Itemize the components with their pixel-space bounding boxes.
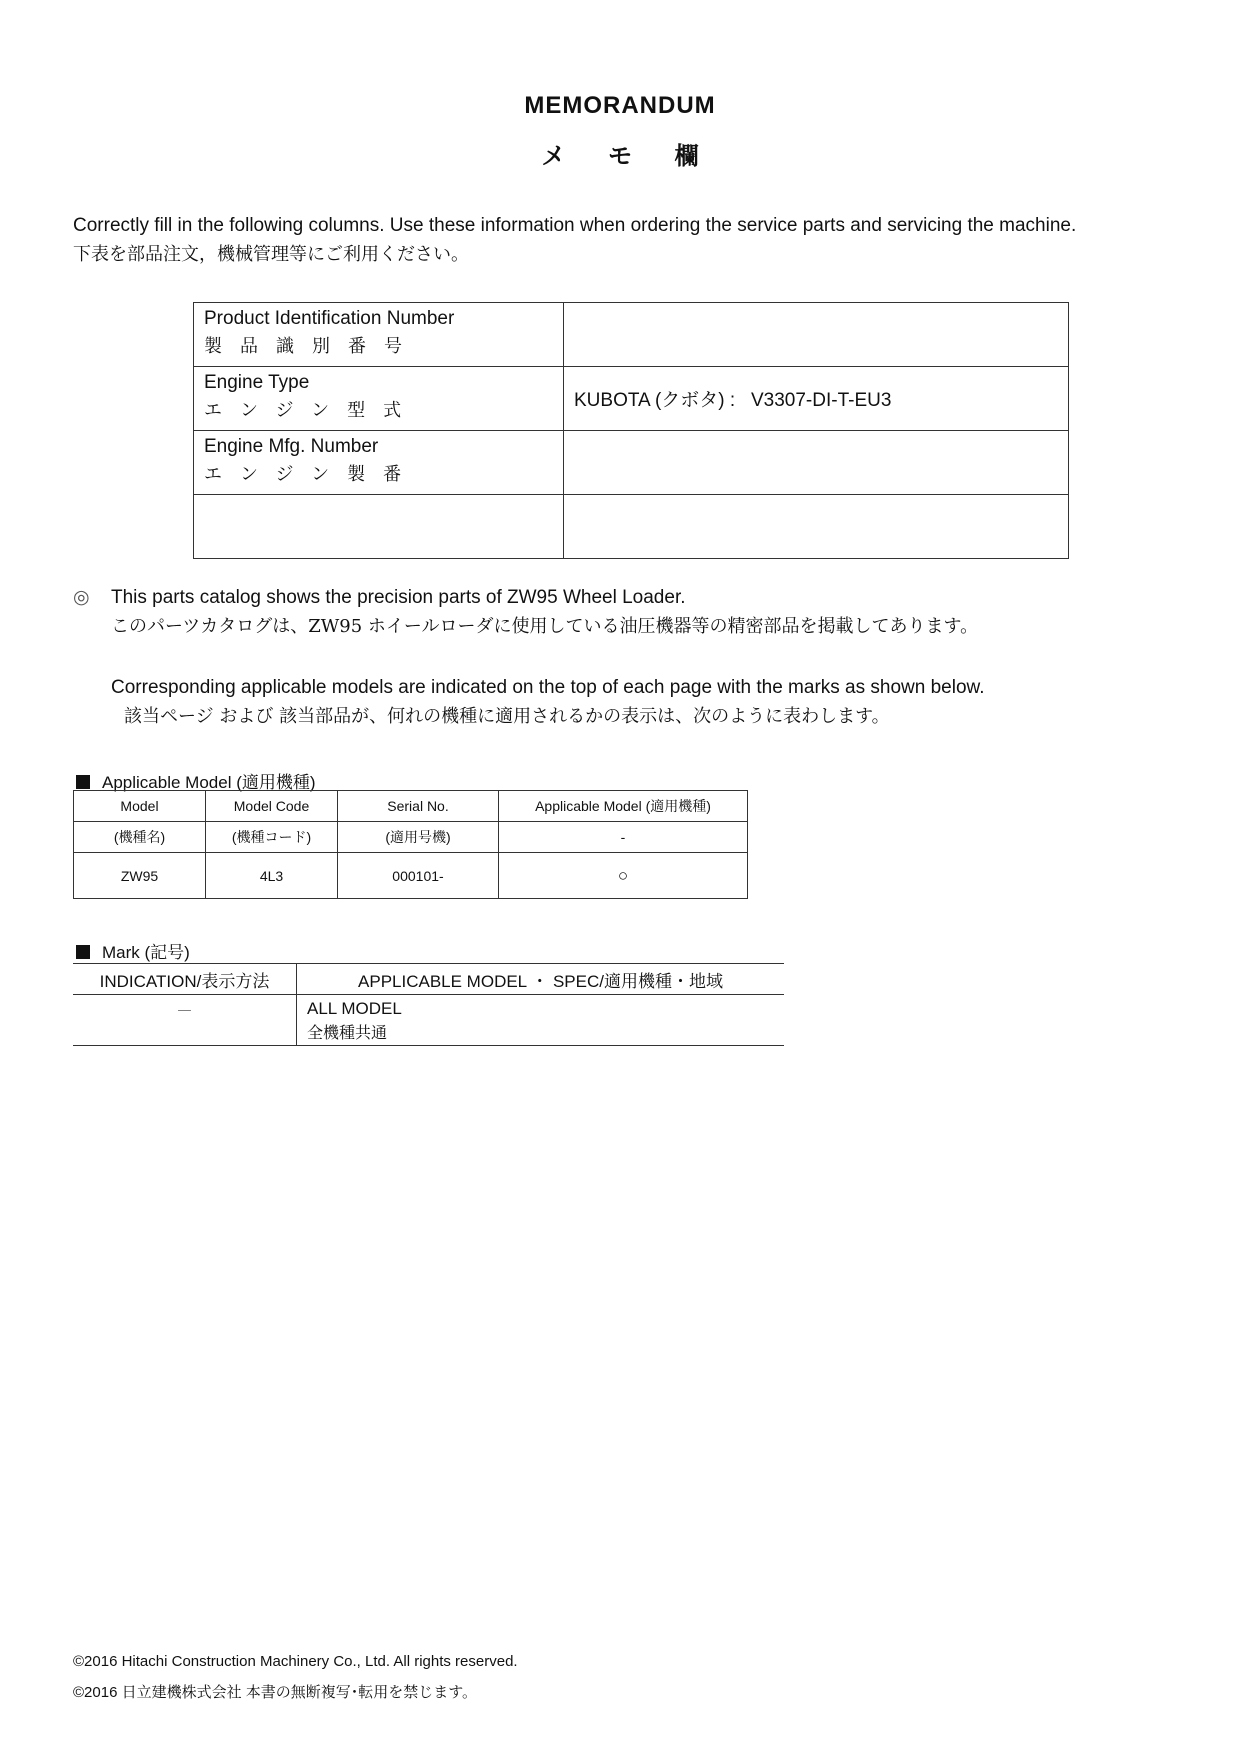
- cell-applicable-mark: ○: [499, 853, 748, 899]
- memo-value-blank[interactable]: [564, 495, 1069, 559]
- memo-label-jp: エンジン型式: [204, 400, 420, 421]
- applicable-model-table: [73, 790, 748, 899]
- memo-label-en: Product Identification Number: [204, 308, 455, 329]
- mark-indication-dash: －: [73, 995, 297, 1046]
- applicable-model-heading: Applicable Model (適用機種): [76, 768, 316, 793]
- note-line2-jp: 該当ページ および 該当部品が、何れの機種に適用されるかの表示は、次のように表わします。: [124, 706, 890, 727]
- memo-row-engine-type: [194, 367, 1069, 431]
- note-line1-jp: このパーツカタログは、ZW95 ホイールローダに使用している油圧機器等の精密部品を掲載してあります。: [111, 616, 979, 637]
- header-applicable-sub: -: [499, 822, 748, 853]
- mark-heading: Mark (記号): [76, 938, 190, 963]
- footer-copyright-jp: ©2016 日立建機株式会社 本書の無断複写･転用を禁じます。: [73, 1684, 478, 1701]
- mark-header-applicable: APPLICABLE MODEL ・ SPEC/適用機種・地域: [297, 964, 785, 995]
- note-line1-en: This parts catalog shows the precision parts of ZW95 Wheel Loader.: [111, 587, 686, 608]
- memo-row-product-id: [194, 303, 1069, 367]
- intro-en: Correctly fill in the following columns. Use these information when ordering the service parts and servicing the machine.: [73, 215, 1077, 236]
- square-bullet-icon: [76, 775, 90, 789]
- memo-label-en: Engine Type: [204, 372, 310, 393]
- header-model: Model: [74, 791, 206, 822]
- memo-label-jp: 製品識別番号: [204, 336, 420, 357]
- mark-table: [73, 963, 784, 1046]
- header-model-code-jp: (機種コード): [206, 822, 338, 853]
- footer-copyright-en: ©2016 Hitachi Construction Machinery Co., Ltd. All rights reserved.: [73, 1653, 518, 1670]
- memo-row-engine-number: [194, 431, 1069, 495]
- memo-value-engine-number[interactable]: [564, 431, 1069, 495]
- mark-header-indication: INDICATION/表示方法: [73, 964, 297, 995]
- mark-all-model-jp: 全機種共通: [307, 1023, 388, 1042]
- memo-table: [193, 302, 1069, 559]
- memo-label-en: Engine Mfg. Number: [204, 436, 379, 457]
- mark-all-model-en: ALL MODEL: [307, 999, 402, 1018]
- header-model-code: Model Code: [206, 791, 338, 822]
- note-line2-en: Corresponding applicable models are indicated on the top of each page with the marks as shown below.: [111, 677, 985, 698]
- bullet-icon: ◎: [73, 587, 90, 608]
- header-model-jp: (機種名): [74, 822, 206, 853]
- page-subtitle: メ モ 欄: [541, 143, 699, 170]
- memo-row-blank: [194, 495, 1069, 559]
- cell-model: ZW95: [74, 853, 206, 899]
- header-serial-jp: (適用号機): [338, 822, 499, 853]
- intro-jp: 下表を部品注文，機械管理等にご利用ください。: [73, 244, 469, 265]
- table-row: [74, 853, 748, 899]
- cell-serial: 000101-: [338, 853, 499, 899]
- square-bullet-icon: [76, 945, 90, 959]
- memo-label-jp: エンジン製番: [204, 464, 420, 485]
- memo-value-product-id[interactable]: [564, 303, 1069, 367]
- memo-value-engine-type: KUBOTA (クボタ) : V3307-DI-T-EU3: [564, 367, 1069, 431]
- page-title: MEMORANDUM: [524, 92, 716, 119]
- cell-model-code: 4L3: [206, 853, 338, 899]
- header-applicable: Applicable Model (適用機種): [499, 791, 748, 822]
- header-serial: Serial No.: [338, 791, 499, 822]
